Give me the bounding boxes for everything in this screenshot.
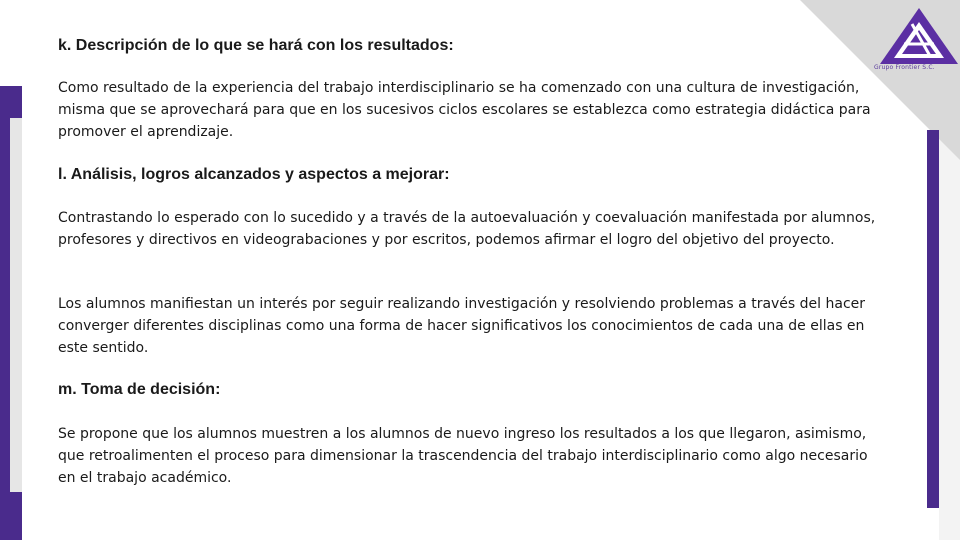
right-accent-bar	[927, 130, 939, 508]
section-k-heading: k. Descripción de lo que se hará con los resultados:	[58, 37, 454, 54]
section-l-heading: l. Análisis, logros alcanzados y aspectos a mejorar:	[58, 166, 450, 183]
section-m-paragraph: Se propone que los alumnos muestren a los alumnos de nuevo ingreso los resultados a los que llegaron, asimismo, que retroalimenten el proceso para dimensionar la trascendencia del trabajo interdisciplinario como algo necesario en el trabajo académico.	[58, 426, 868, 486]
left-accent-panel	[10, 118, 22, 492]
section-k-paragraph: Como resultado de la experiencia del trabajo interdisciplinario se ha comenzado con una cultura de investigación, misma que se aprovechará para que en los sucesivos ciclos escolares se establezca como estrategia didáctica para promover el aprendizaje.	[58, 80, 871, 140]
section-l-paragraph-1: Contrastando lo esperado con lo sucedido y a través de la autoevaluación y coevaluación manifestada por alumnos, profesores y directivos en videograbaciones y por escritos, podemos afirmar el logro del objetivo del proyecto.	[58, 210, 876, 248]
logo-caption: Grupo Frontier S.C.	[874, 64, 935, 71]
section-m-heading: m. Toma de decisión:	[58, 381, 221, 398]
section-l-paragraph-2: Los alumnos manifiestan un interés por seguir realizando investigación y resolviendo problemas a través del hacer converger diferentes disciplinas como una forma de hacer significativos los conocimientos de cada una de ellas en este sentido.	[58, 296, 866, 356]
